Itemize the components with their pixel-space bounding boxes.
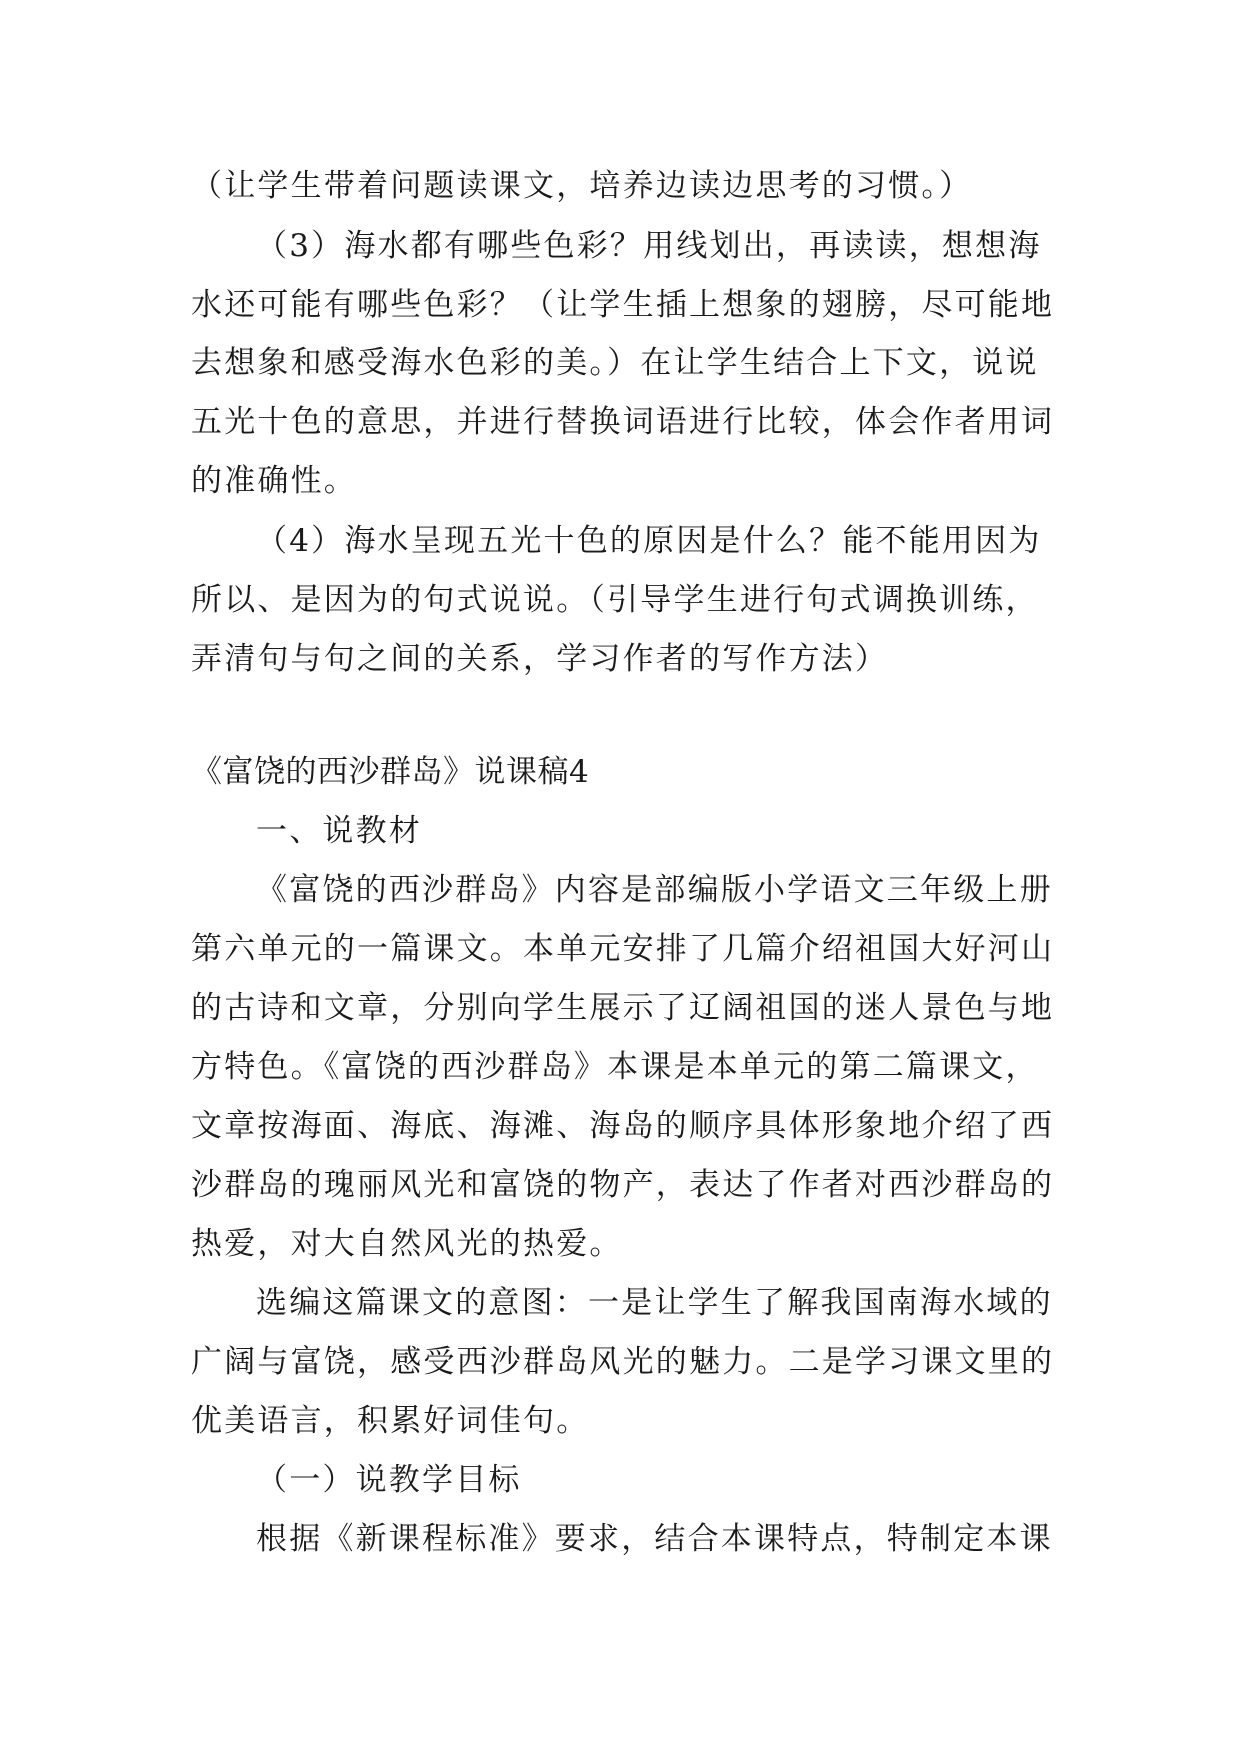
paragraph-line: 所以、是因为的句式说说。（引导学生进行句式调换训练， bbox=[191, 582, 1039, 618]
paragraph-line: 《富饶的西沙群岛》内容是部编版小学语文三年级上册 bbox=[256, 872, 1053, 908]
section-heading: 一、说教材 bbox=[256, 813, 422, 849]
paragraph-line: 第六单元的一篇课文。本单元安排了几篇介绍祖国大好河山 bbox=[191, 931, 1055, 967]
paragraph-line: 热爱，对大自然风光的热爱。 bbox=[191, 1226, 623, 1262]
paragraph-line: （让学生带着问题读课文，培养边读边思考的习惯。） bbox=[191, 168, 973, 204]
paragraph-line: 优美语言，积累好词佳句。 bbox=[191, 1403, 590, 1439]
paragraph-line: 沙群岛的瑰丽风光和富饶的物产，表达了作者对西沙群岛的 bbox=[191, 1167, 1055, 1203]
paragraph-line: 弄清句与句之间的关系，学习作者的写作方法） bbox=[191, 641, 889, 677]
paragraph-line: 水还可能有哪些色彩？（让学生插上想象的翅膀，尽可能地 bbox=[191, 287, 1055, 323]
paragraph-line: 五光十色的意思，并进行替换词语进行比较，体会作者用词 bbox=[191, 404, 1055, 440]
paragraph-line: 去想象和感受海水色彩的美。）在让学生结合上下文，说说 bbox=[191, 345, 1039, 381]
paragraph-line: 文章按海面、海底、海滩、海岛的顺序具体形象地介绍了西 bbox=[191, 1108, 1055, 1144]
paragraph-line: 广阔与富饶，感受西沙群岛风光的魅力。二是学习课文里的 bbox=[191, 1344, 1055, 1380]
paragraph-line: 选编这篇课文的意图：一是让学生了解我国南海水域的 bbox=[256, 1285, 1053, 1321]
paragraph-line: 方特色。《富饶的西沙群岛》本课是本单元的第二篇课文， bbox=[191, 1049, 1039, 1085]
paragraph-line: （4）海水呈现五光十色的原因是什么？能不能用因为 bbox=[256, 523, 1042, 559]
section-title: 《富饶的西沙群岛》说课稿4 bbox=[191, 754, 590, 790]
paragraph-line: 的古诗和文章，分别向学生展示了辽阔祖国的迷人景色与地 bbox=[191, 990, 1055, 1026]
paragraph-line: 根据《新课程标准》要求，结合本课特点，特制定本课 bbox=[256, 1521, 1053, 1557]
paragraph-line: （3）海水都有哪些色彩？用线划出，再读读，想想海 bbox=[256, 228, 1042, 264]
subsection-heading: （一）说教学目标 bbox=[256, 1462, 522, 1498]
paragraph-line: 的准确性。 bbox=[191, 463, 357, 499]
